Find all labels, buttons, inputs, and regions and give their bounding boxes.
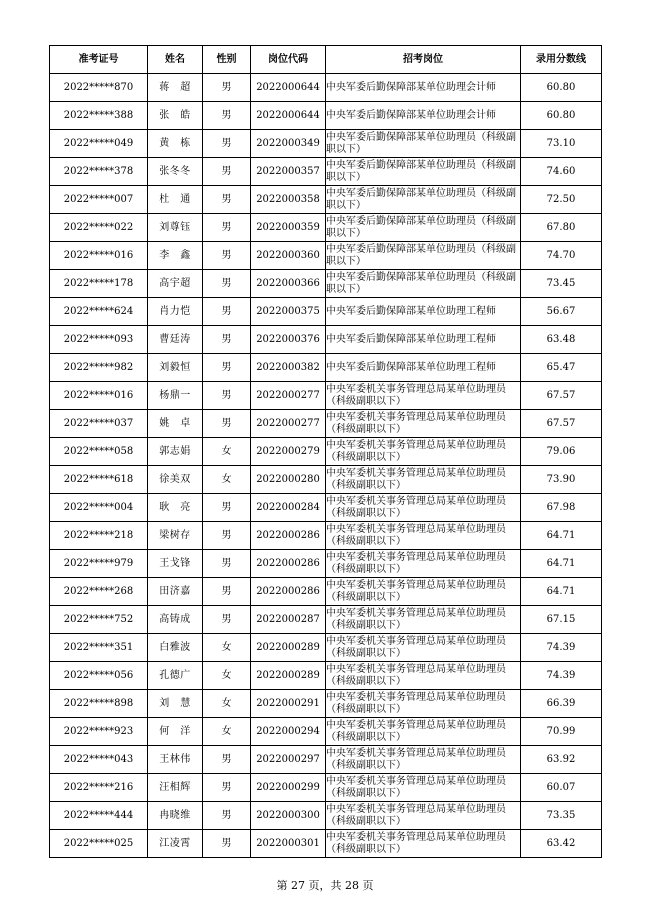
cell-position: 中央军委机关事务管理总局某单位助理员（科级副职以下）	[326, 830, 521, 858]
cell-name: 蒋 超	[148, 74, 203, 102]
cell-score: 56.67	[521, 298, 602, 326]
table-row	[50, 578, 602, 606]
cell-exam-id: 2022*****218	[50, 522, 148, 550]
cell-position-code: 2022000382	[251, 354, 326, 382]
cell-exam-id: 2022*****022	[50, 214, 148, 242]
cell-position-code: 2022000294	[251, 718, 326, 746]
cell-score: 66.39	[521, 690, 602, 718]
table-row	[50, 606, 602, 634]
table-row	[50, 634, 602, 662]
cell-name: 何 洋	[148, 718, 203, 746]
cell-exam-id: 2022*****037	[50, 410, 148, 438]
cell-name: 刘 慧	[148, 690, 203, 718]
header-position-code: 岗位代码	[251, 46, 326, 74]
cell-exam-id: 2022*****049	[50, 130, 148, 158]
cell-score: 74.60	[521, 158, 602, 186]
cell-score: 67.57	[521, 382, 602, 410]
cell-position: 中央军委后勤保障部某单位助理员（科级副职以下）	[326, 130, 521, 158]
cell-position: 中央军委机关事务管理总局某单位助理员（科级副职以下）	[326, 466, 521, 494]
table-header-row	[50, 46, 602, 74]
cell-gender: 男	[203, 354, 251, 382]
cell-score: 67.57	[521, 410, 602, 438]
cell-position-code: 2022000286	[251, 550, 326, 578]
cell-exam-id: 2022*****624	[50, 298, 148, 326]
table-row	[50, 494, 602, 522]
cell-gender: 男	[203, 102, 251, 130]
cell-exam-id: 2022*****870	[50, 74, 148, 102]
cell-exam-id: 2022*****923	[50, 718, 148, 746]
admission-table	[49, 45, 602, 858]
cell-score: 65.47	[521, 354, 602, 382]
cell-gender: 男	[203, 746, 251, 774]
header-exam-id: 准考证号	[50, 46, 148, 74]
table-row	[50, 382, 602, 410]
cell-position-code: 2022000366	[251, 270, 326, 298]
table-row	[50, 802, 602, 830]
cell-name: 刘毅恒	[148, 354, 203, 382]
cell-position: 中央军委机关事务管理总局某单位助理员（科级副职以下）	[326, 494, 521, 522]
header-gender: 性别	[203, 46, 251, 74]
cell-position-code: 2022000287	[251, 606, 326, 634]
cell-gender: 男	[203, 410, 251, 438]
cell-score: 63.42	[521, 830, 602, 858]
cell-exam-id: 2022*****043	[50, 746, 148, 774]
cell-exam-id: 2022*****004	[50, 494, 148, 522]
cell-gender: 女	[203, 690, 251, 718]
cell-score: 64.71	[521, 550, 602, 578]
table-row	[50, 130, 602, 158]
cell-position-code: 2022000300	[251, 802, 326, 830]
header-score: 录用分数线	[521, 46, 602, 74]
cell-score: 74.39	[521, 634, 602, 662]
cell-name: 郭志娟	[148, 438, 203, 466]
cell-position: 中央军委后勤保障部某单位助理工程师	[326, 298, 521, 326]
cell-exam-id: 2022*****444	[50, 802, 148, 830]
cell-position: 中央军委机关事务管理总局某单位助理员（科级副职以下）	[326, 578, 521, 606]
cell-gender: 男	[203, 550, 251, 578]
cell-position-code: 2022000286	[251, 522, 326, 550]
table-row	[50, 242, 602, 270]
cell-name: 高宇超	[148, 270, 203, 298]
cell-gender: 男	[203, 802, 251, 830]
cell-name: 张 皓	[148, 102, 203, 130]
cell-exam-id: 2022*****058	[50, 438, 148, 466]
cell-exam-id: 2022*****093	[50, 326, 148, 354]
cell-exam-id: 2022*****979	[50, 550, 148, 578]
cell-exam-id: 2022*****752	[50, 606, 148, 634]
table-row	[50, 186, 602, 214]
cell-gender: 男	[203, 242, 251, 270]
cell-gender: 男	[203, 830, 251, 858]
cell-position: 中央军委机关事务管理总局某单位助理员（科级副职以下）	[326, 382, 521, 410]
cell-position-code: 2022000284	[251, 494, 326, 522]
cell-name: 高铸成	[148, 606, 203, 634]
cell-position-code: 2022000360	[251, 242, 326, 270]
table-row	[50, 550, 602, 578]
cell-name: 姚 卓	[148, 410, 203, 438]
cell-name: 黄 栋	[148, 130, 203, 158]
cell-exam-id: 2022*****268	[50, 578, 148, 606]
cell-name: 肖力恺	[148, 298, 203, 326]
cell-gender: 男	[203, 606, 251, 634]
cell-score: 67.15	[521, 606, 602, 634]
cell-gender: 女	[203, 634, 251, 662]
cell-score: 70.99	[521, 718, 602, 746]
cell-name: 耿 亮	[148, 494, 203, 522]
cell-position-code: 2022000277	[251, 410, 326, 438]
cell-gender: 女	[203, 466, 251, 494]
cell-exam-id: 2022*****016	[50, 242, 148, 270]
cell-position-code: 2022000299	[251, 774, 326, 802]
cell-position: 中央军委机关事务管理总局某单位助理员（科级副职以下）	[326, 774, 521, 802]
cell-gender: 男	[203, 158, 251, 186]
cell-score: 67.80	[521, 214, 602, 242]
cell-position: 中央军委机关事务管理总局某单位助理员（科级副职以下）	[326, 662, 521, 690]
table-row	[50, 718, 602, 746]
cell-score: 60.80	[521, 74, 602, 102]
cell-exam-id: 2022*****982	[50, 354, 148, 382]
table-row	[50, 746, 602, 774]
cell-position-code: 2022000291	[251, 690, 326, 718]
cell-name: 江凌霄	[148, 830, 203, 858]
table-row	[50, 410, 602, 438]
table-row	[50, 270, 602, 298]
cell-position: 中央军委后勤保障部某单位助理员（科级副职以下）	[326, 158, 521, 186]
cell-name: 杜 通	[148, 186, 203, 214]
cell-position-code: 2022000289	[251, 634, 326, 662]
cell-score: 74.39	[521, 662, 602, 690]
cell-position: 中央军委机关事务管理总局某单位助理员（科级副职以下）	[326, 550, 521, 578]
cell-position-code: 2022000279	[251, 438, 326, 466]
cell-score: 73.35	[521, 802, 602, 830]
cell-gender: 男	[203, 74, 251, 102]
cell-exam-id: 2022*****618	[50, 466, 148, 494]
header-position: 招考岗位	[326, 46, 521, 74]
cell-name: 孔德广	[148, 662, 203, 690]
cell-name: 张冬冬	[148, 158, 203, 186]
table-row	[50, 158, 602, 186]
cell-score: 74.70	[521, 242, 602, 270]
cell-position: 中央军委后勤保障部某单位助理会计师	[326, 102, 521, 130]
cell-score: 73.10	[521, 130, 602, 158]
cell-gender: 男	[203, 326, 251, 354]
cell-position-code: 2022000286	[251, 578, 326, 606]
cell-score: 79.06	[521, 438, 602, 466]
cell-exam-id: 2022*****007	[50, 186, 148, 214]
cell-position-code: 2022000357	[251, 158, 326, 186]
cell-name: 梁树存	[148, 522, 203, 550]
cell-exam-id: 2022*****378	[50, 158, 148, 186]
table-row	[50, 74, 602, 102]
table-row	[50, 326, 602, 354]
cell-position-code: 2022000280	[251, 466, 326, 494]
cell-gender: 男	[203, 522, 251, 550]
cell-score: 60.07	[521, 774, 602, 802]
cell-position-code: 2022000349	[251, 130, 326, 158]
cell-gender: 男	[203, 270, 251, 298]
cell-name: 田济嘉	[148, 578, 203, 606]
cell-position: 中央军委机关事务管理总局某单位助理员（科级副职以下）	[326, 522, 521, 550]
cell-gender: 男	[203, 186, 251, 214]
page-footer: 第 27 页，共 28 页	[276, 879, 374, 892]
cell-gender: 男	[203, 578, 251, 606]
cell-name: 李 鑫	[148, 242, 203, 270]
cell-position: 中央军委后勤保障部某单位助理工程师	[326, 326, 521, 354]
cell-position: 中央军委后勤保障部某单位助理员（科级副职以下）	[326, 214, 521, 242]
cell-score: 63.48	[521, 326, 602, 354]
cell-position: 中央军委后勤保障部某单位助理员（科级副职以下）	[326, 186, 521, 214]
cell-name: 杨鼎一	[148, 382, 203, 410]
cell-position-code: 2022000376	[251, 326, 326, 354]
cell-position: 中央军委后勤保障部某单位助理员（科级副职以下）	[326, 270, 521, 298]
cell-position: 中央军委机关事务管理总局某单位助理员（科级副职以下）	[326, 438, 521, 466]
cell-score: 63.92	[521, 746, 602, 774]
cell-gender: 女	[203, 438, 251, 466]
cell-score: 64.71	[521, 522, 602, 550]
cell-name: 徐美双	[148, 466, 203, 494]
cell-position-code: 2022000375	[251, 298, 326, 326]
cell-gender: 男	[203, 298, 251, 326]
cell-gender: 男	[203, 494, 251, 522]
table-row	[50, 522, 602, 550]
table-row	[50, 830, 602, 858]
table-row	[50, 214, 602, 242]
cell-gender: 女	[203, 718, 251, 746]
cell-position: 中央军委机关事务管理总局某单位助理员（科级副职以下）	[326, 718, 521, 746]
cell-position: 中央军委后勤保障部某单位助理员（科级副职以下）	[326, 242, 521, 270]
table-row	[50, 774, 602, 802]
cell-exam-id: 2022*****056	[50, 662, 148, 690]
cell-position-code: 2022000359	[251, 214, 326, 242]
table-row	[50, 466, 602, 494]
table-row	[50, 690, 602, 718]
header-name: 姓名	[148, 46, 203, 74]
cell-exam-id: 2022*****016	[50, 382, 148, 410]
cell-position: 中央军委机关事务管理总局某单位助理员（科级副职以下）	[326, 690, 521, 718]
cell-position-code: 2022000289	[251, 662, 326, 690]
cell-gender: 男	[203, 214, 251, 242]
cell-gender: 女	[203, 662, 251, 690]
cell-position-code: 2022000644	[251, 102, 326, 130]
cell-score: 64.71	[521, 578, 602, 606]
cell-gender: 男	[203, 130, 251, 158]
cell-position: 中央军委后勤保障部某单位助理工程师	[326, 354, 521, 382]
cell-name: 王戈锋	[148, 550, 203, 578]
cell-exam-id: 2022*****898	[50, 690, 148, 718]
cell-name: 白雅波	[148, 634, 203, 662]
table-row	[50, 102, 602, 130]
cell-position: 中央军委机关事务管理总局某单位助理员（科级副职以下）	[326, 746, 521, 774]
cell-name: 冉晓维	[148, 802, 203, 830]
cell-score: 67.98	[521, 494, 602, 522]
cell-score: 73.45	[521, 270, 602, 298]
cell-position-code: 2022000644	[251, 74, 326, 102]
cell-score: 72.50	[521, 186, 602, 214]
cell-exam-id: 2022*****351	[50, 634, 148, 662]
cell-exam-id: 2022*****388	[50, 102, 148, 130]
cell-position-code: 2022000297	[251, 746, 326, 774]
table-row	[50, 354, 602, 382]
cell-position-code: 2022000301	[251, 830, 326, 858]
cell-gender: 男	[203, 774, 251, 802]
cell-name: 刘尊钰	[148, 214, 203, 242]
cell-gender: 男	[203, 382, 251, 410]
cell-exam-id: 2022*****216	[50, 774, 148, 802]
cell-exam-id: 2022*****178	[50, 270, 148, 298]
cell-exam-id: 2022*****025	[50, 830, 148, 858]
table-row	[50, 662, 602, 690]
cell-position: 中央军委机关事务管理总局某单位助理员（科级副职以下）	[326, 634, 521, 662]
cell-position-code: 2022000358	[251, 186, 326, 214]
cell-score: 60.80	[521, 102, 602, 130]
cell-position: 中央军委后勤保障部某单位助理会计师	[326, 74, 521, 102]
table-row	[50, 298, 602, 326]
cell-name: 王林伟	[148, 746, 203, 774]
cell-position: 中央军委机关事务管理总局某单位助理员（科级副职以下）	[326, 410, 521, 438]
cell-score: 73.90	[521, 466, 602, 494]
table-row	[50, 438, 602, 466]
cell-position: 中央军委机关事务管理总局某单位助理员（科级副职以下）	[326, 606, 521, 634]
cell-name: 汪相辉	[148, 774, 203, 802]
cell-position-code: 2022000277	[251, 382, 326, 410]
cell-name: 曹廷涛	[148, 326, 203, 354]
cell-position: 中央军委机关事务管理总局某单位助理员（科级副职以下）	[326, 802, 521, 830]
